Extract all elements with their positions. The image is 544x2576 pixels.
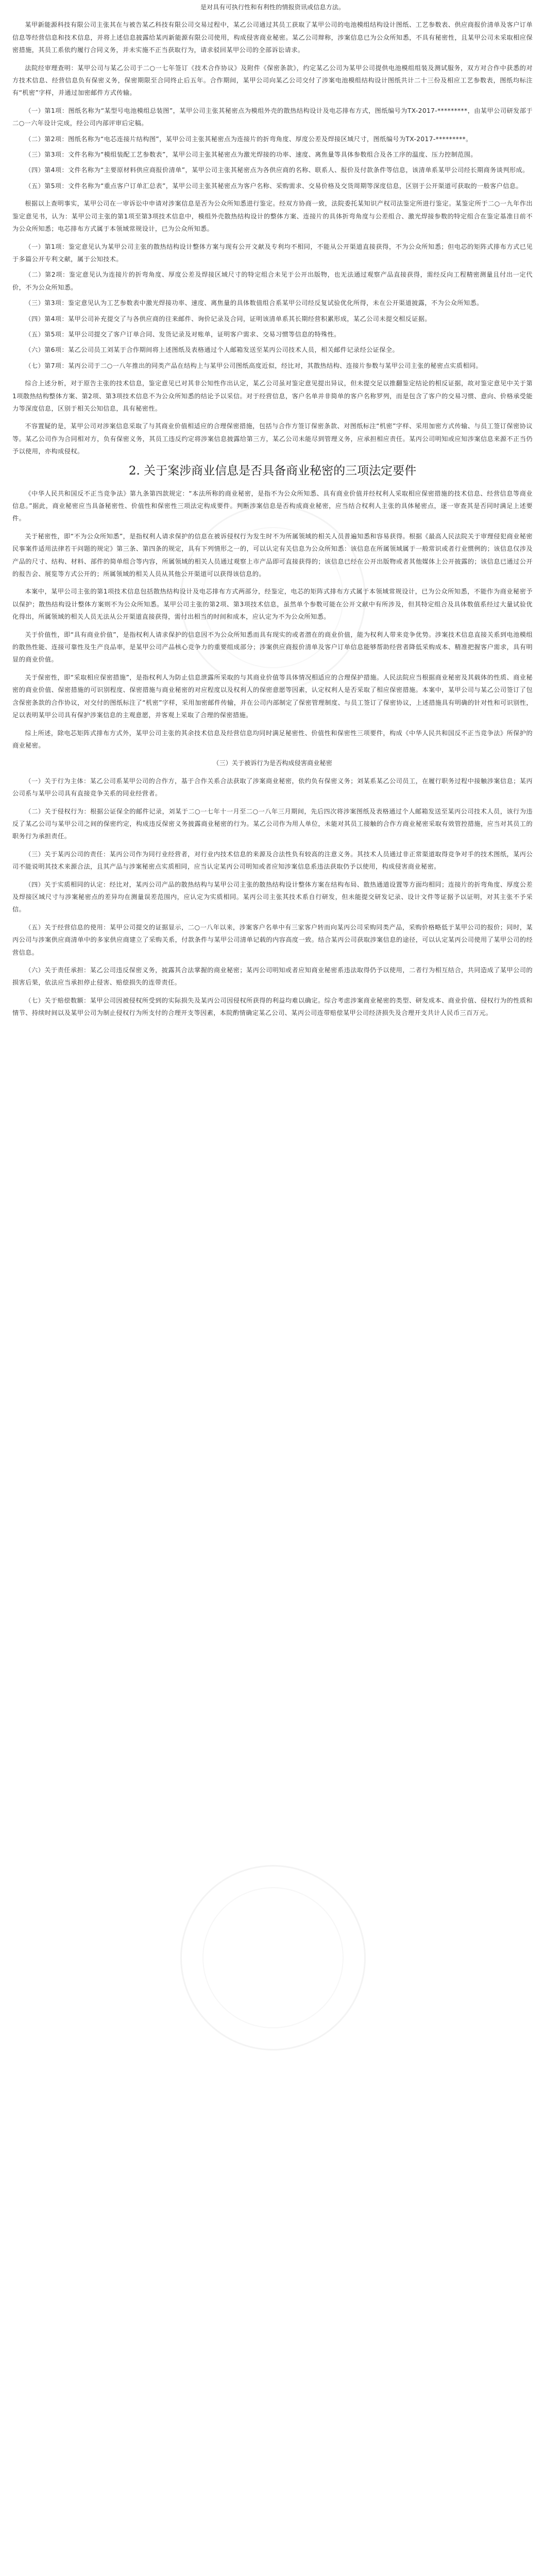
evidence-block: [12, 197, 533, 372]
evidence-paragraph: （三）第3项：鉴定意见认为工艺参数表中激光焊接功率、速度、离焦量的具体数值组合系某甲公司经反复试验优化所得，未在公开渠道披露，不为公众所知悉。: [25, 299, 483, 307]
section-paragraph: 本案中，某甲公司主张的第1项技术信息包括散热结构设计及电芯排布方式两部分，经鉴定，电芯的矩阵式排布方式属于本领域常规设计，已为公众所知悉，不能作为商业秘密予以保护；散热结构设计整体方案则不为公众所知悉。某甲公司主张的第2项、第3项技术信息，虽然单个参数可能在公开文献中有所涉及，但其特定组合及具体数值系经过大量试验优化得出，所属领域的相关人员无法从公开渠道直接获得，需付出相当的时间和成本，应认定为不为公众所知悉。: [12, 588, 533, 621]
conclusion-block: [12, 775, 533, 1020]
section-paragraph: 关于秘密性，即“不为公众所知悉”，是指权利人请求保护的信息在被诉侵权行为发生时不为所属领域的相关人员普遍知悉和容易获得。根据《最高人民法院关于审理侵犯商业秘密民事案件适用法律若干问题的规定》第三条、第四条的规定，具有下列情形之一的，可以认定有关信息为公众所知悉：该信息在所属领域属于一般常识或者行业惯例的；该信息仅涉及产品的尺寸、结构、材料、部件的简单组合等内容，所属领域的相关人员通过观察上市产品即可直接获得的；该信息已经在公开出版物或者其他媒体上公开披露的；该信息已通过公开的报告会、展览等方式公开的；所属领域的相关人员从其他公开渠道可以获得该信息的。: [12, 532, 533, 578]
conclusion-paragraph: （六）关于责任承担：某乙公司违反保密义务，披露其合法掌握的商业秘密；某丙公司明知或者应知商业秘密系违法取得仍予以使用，二者行为相互结合，共同造成了某甲公司的损害后果，依法应当承担停止侵害、赔偿损失的连带责任。: [12, 967, 533, 987]
conclusion-paragraph: （三）关于某丙公司的责任：某丙公司作为同行业经营者，对行业内技术信息的来源及合法性负有较高的注意义务。其技术人员通过非正常渠道取得竞争对手的技术图纸，某丙公司不能说明其技术来源合法，且其产品与涉案秘密点实质相同，应当认定某丙公司明知或者应知涉案信息系违法获取仍予以使用，构成侵害商业秘密。: [12, 850, 533, 871]
top-fragment: 是对具有可执行性和有利性的情报资讯或信息方法。: [200, 4, 345, 11]
intro-paragraph: （五）第5项：文件名称为“重点客户订单汇总表”，某甲公司主张其秘密点为客户名称、采购需求、交易价格及交货周期等深度信息，区别于公开渠道可获取的一般客户信息。: [25, 182, 523, 190]
seal-watermark: [180, 1865, 366, 2050]
conclusion-paragraph: （五）关于经营信息的使用：某甲公司提交的证据显示，二○一八年以来，涉案客户名单中有三家客户转而向某丙公司采购同类产品，采购价格略低于某甲公司的报价；同时，某丙公司与涉案供应商清单中的多家供应商建立了采购关系，付款条件与某甲公司清单记载的内容高度一致。结合某丙公司获取涉案信息的途径，可以认定某丙公司使用了某甲公司的经营信息。: [12, 923, 533, 956]
intro-paragraph: 法院经审理查明：某甲公司与某乙公司于二○一七年签订《技术合作协议》及附件《保密条款》，约定某乙公司为某甲公司提供电池模组组装及测试服务，双方对合作中获悉的对方技术信息、经营信息负有保密义务，保密期限至合同终止后五年。合作期间，某甲公司向某乙公司交付了涉案电池模组结构设计图纸共计二十三份及相应工艺参数表，图纸均标注有“机密”字样，并通过加密邮件方式传输。: [12, 64, 533, 97]
evidence-paragraph: 根据以上查明事实，某甲公司在一审诉讼中申请对涉案信息是否为公众所知悉进行鉴定。经双方协商一致，法院委托某知识产权司法鉴定所进行鉴定。某鉴定所于二○一九年作出鉴定意见书，认为：某甲公司主张的第1项至第3项技术信息中，模组外壳散热结构设计的整体方案、连接片的具体折弯角度与公差组合、激光焊接参数的特定组合在鉴定基准日前不为公众所知悉；电芯排布方式属于本领域常规设计，已为公众所知悉。: [12, 200, 533, 233]
analysis-block: [12, 377, 533, 457]
intro-paragraph: （一）第1项：图纸名称为“某型号电池模组总装图”，某甲公司主张其秘密点为模组外壳的散热结构设计及电芯排布方式，图纸编号为TX-2017-*********，由某甲公司研发部于二○一六年设计完成，经公司内部评审后定稿。: [12, 107, 533, 127]
evidence-paragraph: （一）第1项：鉴定意见认为某甲公司主张的散热结构设计整体方案与现有公开文献及专利均不相同，不能从公开渠道直接获得，不为公众所知悉；但电芯的矩阵式排布方式已见于多篇公开专利文献，属于公知技术。: [12, 243, 533, 263]
section-paragraph: 《中华人民共和国反不正当竞争法》第九条第四款规定：“本法所称的商业秘密，是指不为公众所知悉、具有商业价值并经权利人采取相应保密措施的技术信息、经营信息等商业信息。”据此，商业秘密应当具备秘密性、价值性和保密性三项法定构成要件。判断涉案信息是否构成商业秘密，应当结合权利人主张的具体秘密点，逐一审查其是否同时满足上述要件。: [12, 489, 533, 522]
evidence-paragraph: （二）第2项：鉴定意见认为连接片的折弯角度、厚度公差及焊接区域尺寸的特定组合未见于公开出版物，也无法通过观察产品直接获得，需经反向工程精密测量且付出一定代价，不为公众所知悉。: [12, 271, 533, 291]
section-body: [12, 487, 533, 752]
evidence-paragraph: （五）第5项：某甲公司提交了客户订单合同、发货记录及对账单，证明客户需求、交易习惯等信息的特殊性。: [25, 330, 341, 338]
section-heading: 2. 关于案涉商业信息是否具备商业秘密的三项法定要件: [128, 464, 417, 478]
analysis-paragraph: 综合上述分析，对于原告主张的技术信息，鉴定意见已对其非公知性作出认定，某乙公司虽对鉴定意见提出异议，但未提交足以推翻鉴定结论的相反证据，故对鉴定意见中关于第1项散热结构整体方案、第2项、第3项技术信息不为公众所知悉的结论予以采信。对于经营信息，客户名单并非简单的客户名称罗列，而是包含了客户的交易习惯、意向、价格承受能力等深度信息，区别于相关公知信息，具有秘密性。: [12, 380, 533, 412]
subsection-heading: （三）关于被诉行为是否构成侵害商业秘密: [213, 759, 332, 767]
analysis-paragraph: 不容置疑的是，某甲公司对涉案信息采取了与其商业价值相适应的合理保密措施，包括与合作方签订保密条款、对图纸标注“机密”字样、采用加密方式传输、与员工签订保密协议等。某乙公司作为合同相对方，负有保密义务，其员工违反约定将涉案信息披露给第三方，某乙公司未能尽到管理义务，应承担相应责任。某丙公司明知或应知涉案信息来源不正当仍予以使用，亦构成侵权。: [12, 422, 533, 455]
conclusion-paragraph: （四）关于实质相同的认定：经比对，某丙公司产品的散热结构与某甲公司主张的散热结构设计整体方案在结构布局、散热通道设置等方面均相同；连接片的折弯角度、厚度公差及焊接区域尺寸与涉案秘密点的差异均在测量误差范围内，应认定为实质相同。某丙公司主张其技术系自行研发，但未能提交研发记录、设计文件等证据予以证明，对其主张不予采信。: [12, 880, 533, 913]
section-paragraph: 关于保密性，即“采取相应保密措施”，是指权利人为防止信息泄露所采取的与其商业价值等具体情况相适应的合理保护措施。人民法院应当根据商业秘密及其载体的性质、商业秘密的商业价值、保密措施的可识别程度、保密措施与商业秘密的对应程度以及权利人的保密意愿等因素，认定权利人是否采取了相应保密措施。本案中，某甲公司与某乙公司签订了包含保密条款的合作协议，对交付的图纸标注了“机密”字样，采用加密邮件传输，并在公司内部制定了保密管理制度、与员工签订了保密协议，上述措施具有明确的针对性和可识别性，足以表明某甲公司具有保护涉案信息的主观意愿，并客观上采取了合理的保密措施。: [12, 673, 533, 719]
evidence-paragraph: （六）第6项：某乙公司员工刘某于合作期间将上述图纸及表格通过个人邮箱发送至某丙公司技术人员，相关邮件记录经公证保全。: [25, 346, 399, 354]
evidence-paragraph: （四）第4项：某甲公司补充提交了与各供应商的往来邮件、询价记录及合同，证明该清单系其长期经营积累形成，某乙公司未提交相反证据。: [25, 315, 431, 323]
conclusion-paragraph: （一）关于行为主体：某乙公司系某甲公司的合作方，基于合作关系合法获取了涉案商业秘密，依约负有保密义务；刘某系某乙公司员工，在履行职务过程中接触涉案信息；某丙公司系与某甲公司具有直接竞争关系的同业经营者。: [12, 777, 533, 798]
intro-paragraph: （四）第4项：文件名称为“主要原材料供应商报价清单”，某甲公司主张其秘密点为各供应商的名称、联系人、报价及付款条件等信息，该清单系某甲公司经长期商务谈判形成。: [25, 166, 529, 174]
intro-paragraph: 某甲新能源科技有限公司主张其在与被告某乙科技有限公司交易过程中，某乙公司通过其员工获取了某甲公司的电池模组结构设计图纸、工艺参数表、供应商报价清单及客户订单信息等经营信息和技术信息，并将上述信息披露给某丙新能源有限公司使用，构成侵害商业秘密。某乙公司辩称，涉案信息已为公众所知悉，不具有秘密性，且某甲公司未采取相应保密措施，其员工系依约履行合同义务，并未实施不正当获取行为，请求驳回某甲公司的全部诉讼请求。: [12, 21, 533, 54]
section-paragraph: 关于价值性，即“具有商业价值”，是指权利人请求保护的信息因不为公众所知悉而具有现实的或者潜在的商业价值，能为权利人带来竞争优势。涉案技术信息直接关系到电池模组的散热性能、连接可靠性及生产良品率，是某甲公司产品核心竞争力的重要组成部分；涉案供应商报价清单及客户订单信息能够帮助经营者降低采购成本、精准把握客户需求，具有明显的商业价值。: [12, 631, 533, 664]
section-paragraph: 综上所述，除电芯矩阵式排布方式外，某甲公司主张的其余技术信息及经营信息均同时满足秘密性、价值性和保密性三项要件，构成《中华人民共和国反不正当竞争法》所保护的商业秘密。: [12, 729, 533, 749]
intro-paragraph: （二）第2项：图纸名称为“电芯连接片结构图”，某甲公司主张其秘密点为连接片的折弯角度、厚度公差及焊接区域尺寸，图纸编号为TX-2017-*********。: [25, 135, 472, 143]
intro-block: [12, 19, 533, 192]
intro-paragraph: （三）第3项：文件名称为“模组装配工艺参数表”，某甲公司主张其秘密点为激光焊接的功率、速度、离焦量等具体参数组合及各工序的温度、压力控制范围。: [25, 151, 477, 159]
conclusion-paragraph: （二）关于侵权行为：根据公证保全的邮件记录，刘某于二○一七年十一月至二○一八年三月期间，先后四次将涉案图纸及表格通过个人邮箱发送至某丙公司技术人员，该行为违反了某乙公司与某甲公司之间的保密约定，构成违反保密义务披露商业秘密的行为。某乙公司作为用人单位，未能对其员工接触的合作方商业秘密采取有效管控措施，应当对其员工的职务行为承担责任。: [12, 807, 533, 840]
evidence-paragraph: （七）第7项：某丙公司于二○一八年推出的同类产品在结构上与某甲公司图纸高度近似，经比对，其散热结构、连接片参数与某甲公司主张的秘密点实质相同。: [25, 362, 483, 369]
conclusion-paragraph: （七）关于赔偿数额：某甲公司因被侵权所受到的实际损失及某丙公司因侵权所获得的利益均难以确定。综合考虑涉案商业秘密的类型、研发成本、商业价值、侵权行为的性质和情节、持续时间以及某甲公司为制止侵权行为所支付的合理开支等因素，本院酌情确定某乙公司、某丙公司连带赔偿某甲公司经济损失及合理开支共计人民币三百万元。: [12, 996, 533, 1017]
